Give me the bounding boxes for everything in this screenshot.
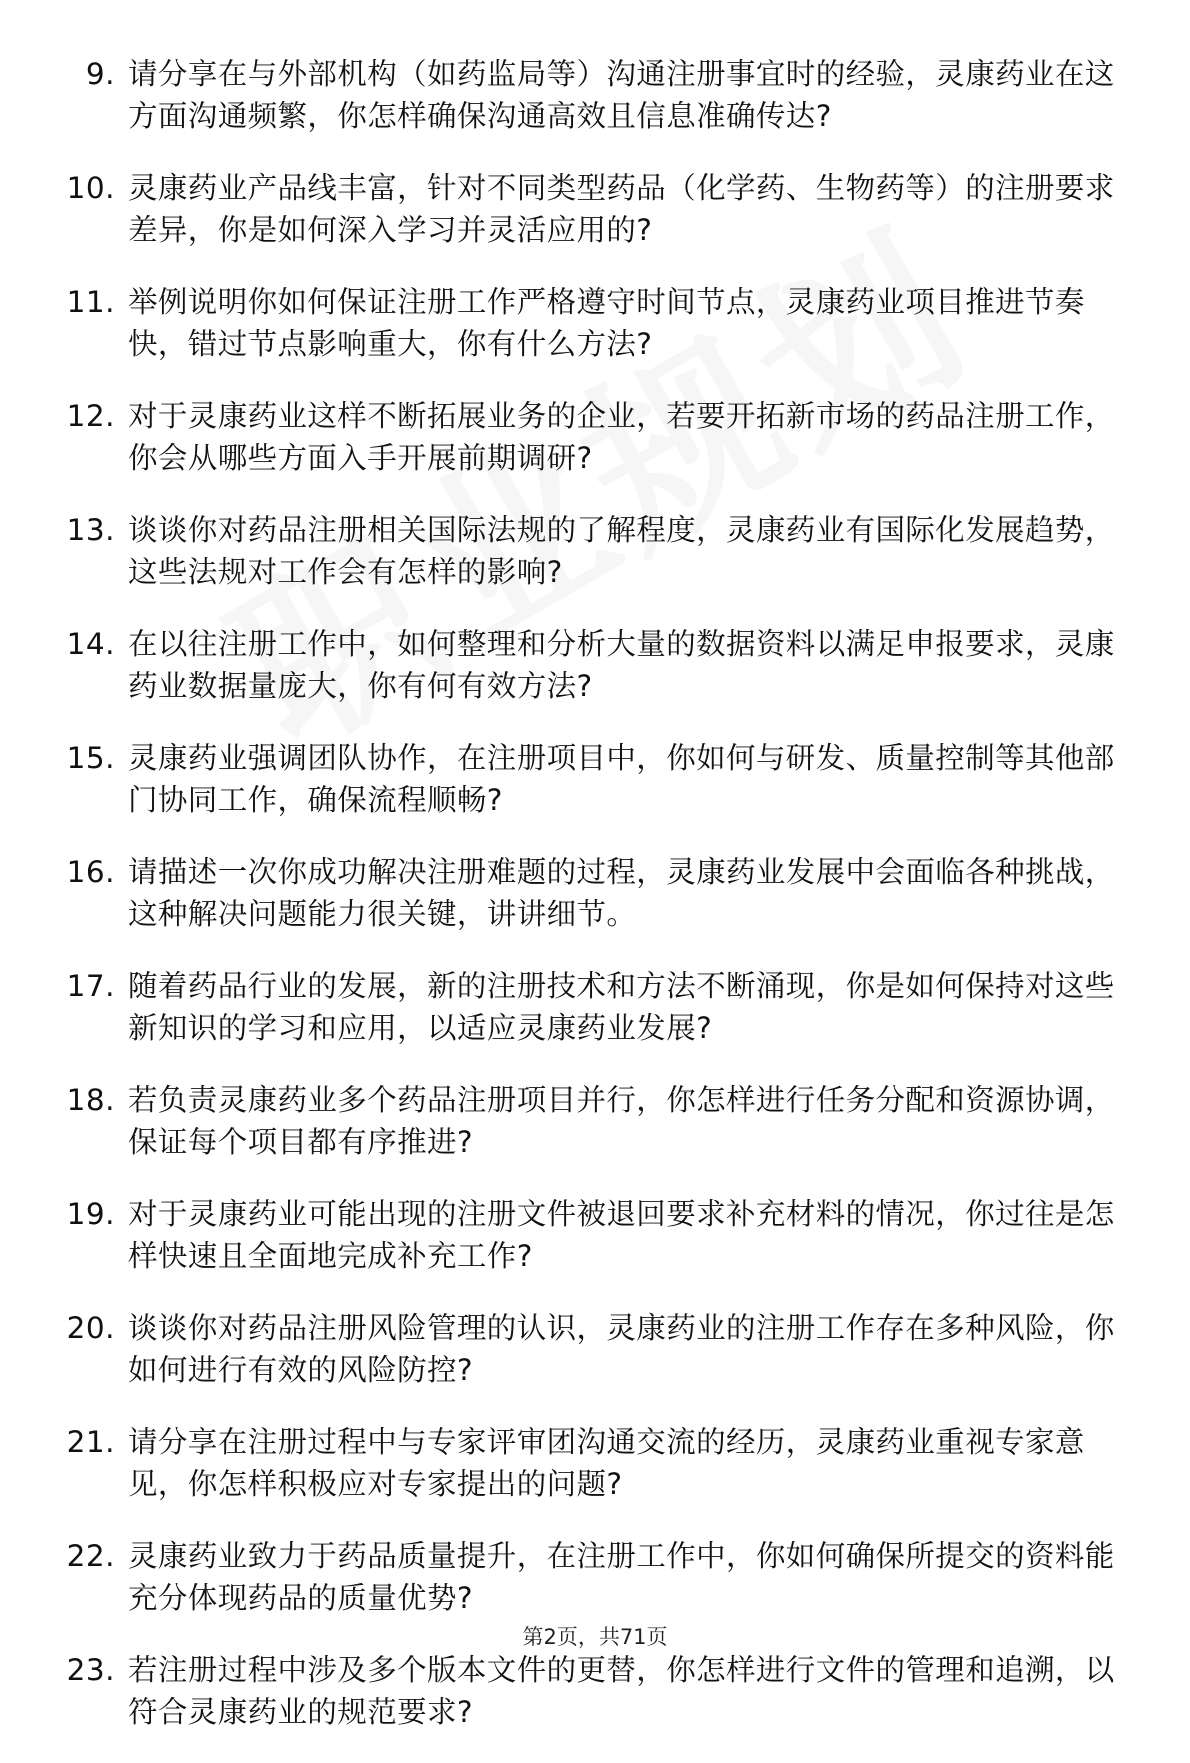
question-number: 21. bbox=[66, 1425, 115, 1459]
question-text: 在以往注册工作中，如何整理和分析大量的数据资料以满足申报要求，灵康药业数据量庞大，你有何有效方法? bbox=[128, 627, 1115, 703]
question-item bbox=[55, 53, 1115, 137]
question-item bbox=[55, 1421, 1115, 1505]
question-number: 16. bbox=[66, 855, 115, 889]
question-text: 灵康药业强调团队协作，在注册项目中，你如何与研发、质量控制等其他部门协同工作，确保流程顺畅? bbox=[128, 741, 1115, 817]
question-item bbox=[55, 1079, 1115, 1163]
question-number: 18. bbox=[66, 1083, 115, 1117]
question-number: 10. bbox=[66, 171, 115, 205]
question-item bbox=[55, 1535, 1115, 1619]
question-number: 17. bbox=[66, 969, 115, 1003]
question-item bbox=[55, 1193, 1115, 1277]
question-list bbox=[55, 53, 1115, 1763]
question-text: 谈谈你对药品注册风险管理的认识，灵康药业的注册工作存在多种风险，你如何进行有效的风险防控? bbox=[128, 1311, 1115, 1387]
question-text: 请分享在与外部机构（如药监局等）沟通注册事宜时的经验，灵康药业在这方面沟通频繁，你怎样确保沟通高效且信息准确传达? bbox=[128, 57, 1115, 133]
question-number: 9. bbox=[85, 57, 115, 91]
question-text: 请分享在注册过程中与专家评审团沟通交流的经历，灵康药业重视专家意见，你怎样积极应对专家提出的问题? bbox=[128, 1425, 1085, 1501]
question-number: 13. bbox=[66, 513, 115, 547]
question-text: 若注册过程中涉及多个版本文件的更替，你怎样进行文件的管理和追溯，以符合灵康药业的规范要求? bbox=[128, 1653, 1115, 1729]
question-text: 若负责灵康药业多个药品注册项目并行，你怎样进行任务分配和资源协调，保证每个项目都有序推进? bbox=[128, 1083, 1115, 1159]
question-number: 15. bbox=[66, 741, 115, 775]
question-number: 23. bbox=[66, 1653, 115, 1687]
question-item bbox=[55, 509, 1115, 593]
question-text: 灵康药业致力于药品质量提升，在注册工作中，你如何确保所提交的资料能充分体现药品的质量优势? bbox=[128, 1539, 1115, 1615]
question-text: 谈谈你对药品注册相关国际法规的了解程度，灵康药业有国际化发展趋势，这些法规对工作会有怎样的影响? bbox=[128, 513, 1115, 589]
question-item bbox=[55, 1649, 1115, 1733]
question-number: 12. bbox=[66, 399, 115, 433]
question-text: 举例说明你如何保证注册工作严格遵守时间节点，灵康药业项目推进节奏快，错过节点影响重大，你有什么方法? bbox=[128, 285, 1085, 361]
question-item bbox=[55, 737, 1115, 821]
question-text: 随着药品行业的发展，新的注册技术和方法不断涌现，你是如何保持对这些新知识的学习和应用，以适应灵康药业发展? bbox=[128, 969, 1115, 1045]
question-text: 请描述一次你成功解决注册难题的过程，灵康药业发展中会面临各种挑战，这种解决问题能力很关键，讲讲细节。 bbox=[128, 855, 1115, 931]
page-footer: 第2页，共71页 bbox=[522, 1625, 668, 1649]
question-item bbox=[55, 851, 1115, 935]
question-number: 11. bbox=[66, 285, 115, 319]
question-item bbox=[55, 965, 1115, 1049]
question-number: 20. bbox=[66, 1311, 115, 1345]
question-number: 22. bbox=[66, 1539, 115, 1573]
question-text: 对于灵康药业可能出现的注册文件被退回要求补充材料的情况，你过往是怎样快速且全面地完成补充工作? bbox=[128, 1197, 1115, 1273]
question-number: 19. bbox=[66, 1197, 115, 1231]
question-item bbox=[55, 1307, 1115, 1391]
question-item bbox=[55, 623, 1115, 707]
question-item bbox=[55, 167, 1115, 251]
question-item bbox=[55, 395, 1115, 479]
question-number: 14. bbox=[66, 627, 115, 661]
question-text: 灵康药业产品线丰富，针对不同类型药品（化学药、生物药等）的注册要求差异，你是如何深入学习并灵活应用的? bbox=[128, 171, 1115, 247]
question-item bbox=[55, 281, 1115, 365]
question-text: 对于灵康药业这样不断拓展业务的企业，若要开拓新市场的药品注册工作，你会从哪些方面入手开展前期调研? bbox=[128, 399, 1115, 475]
